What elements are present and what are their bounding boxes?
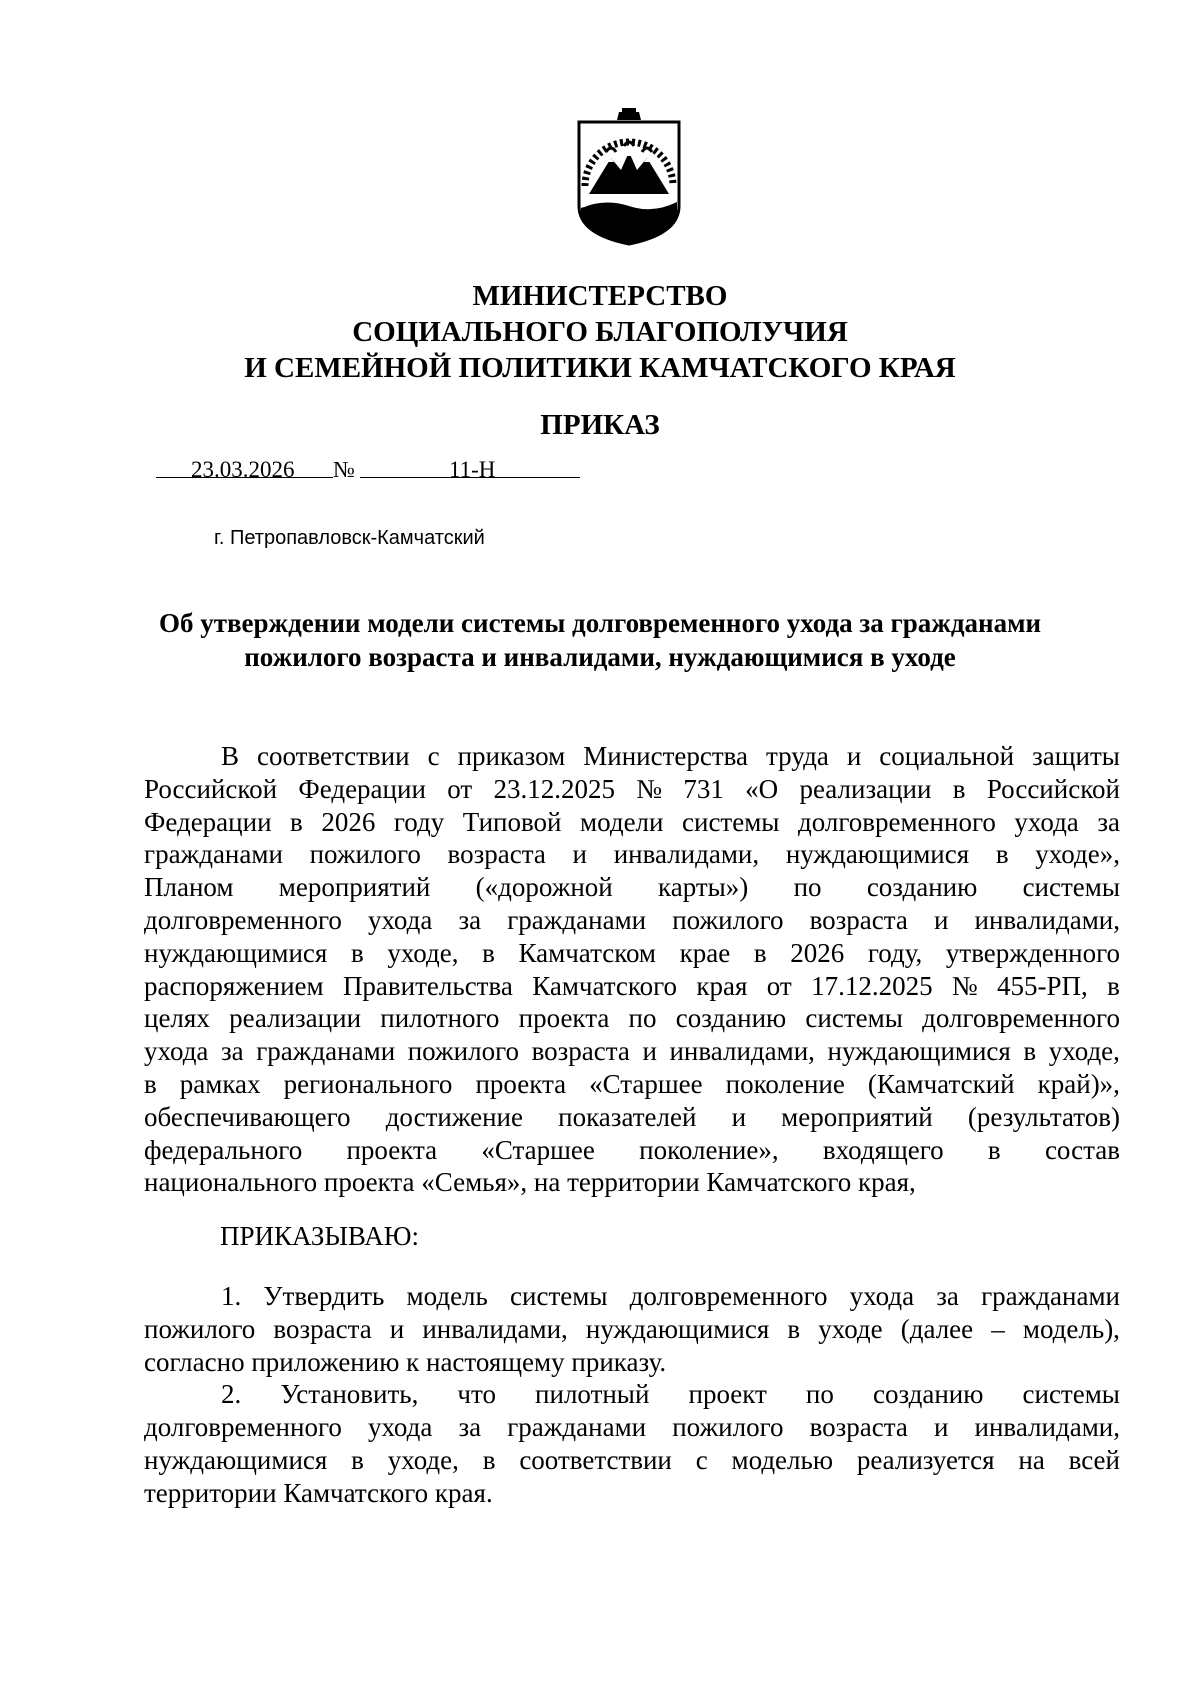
word: обеспечивающего — [144, 1101, 351, 1132]
word: модель), — [1022, 1313, 1120, 1344]
word: реализации — [229, 1003, 362, 1034]
word: проекта — [346, 1134, 438, 1165]
word: уходе — [818, 1313, 883, 1344]
word: гражданами — [256, 1036, 396, 1067]
preamble-line — [144, 806, 1120, 839]
preamble-line — [144, 773, 1120, 806]
word: на — [1018, 1444, 1045, 1475]
word: инвалидами, — [422, 1313, 568, 1344]
word: утвержденного — [945, 937, 1120, 968]
word: за — [458, 904, 482, 935]
word: году, — [867, 937, 923, 968]
word: карты») — [658, 872, 749, 903]
word: распоряжением — [144, 970, 324, 1001]
preamble-line — [144, 1134, 1120, 1167]
word: регионального — [283, 1068, 453, 1099]
word: Типовой — [462, 806, 562, 837]
order-subject — [0, 606, 1200, 674]
word: Российской — [986, 773, 1120, 804]
word: долговременного — [144, 904, 342, 935]
word: с — [427, 741, 440, 771]
word: в — [350, 937, 364, 968]
document-type: ПРИКАЗ — [540, 409, 660, 441]
item-line — [144, 1378, 1120, 1411]
word: в — [1107, 970, 1120, 1001]
word: 2026 — [321, 806, 376, 837]
word: по — [793, 872, 822, 903]
word: (Камчатский — [867, 1068, 1015, 1099]
word: в — [351, 1444, 364, 1475]
word: долговременного — [922, 1003, 1120, 1034]
word: в — [753, 937, 767, 968]
word: гражданами — [507, 904, 647, 935]
word: мероприятий — [781, 1101, 933, 1132]
word: «Старшее — [589, 1068, 703, 1099]
word: («дорожной — [475, 872, 613, 903]
word: за — [1097, 806, 1120, 837]
place-of-issue: г. Петропавловск-Камчатский — [214, 527, 485, 549]
word: мероприятий — [278, 872, 431, 903]
order-date: 23.03.2026 — [191, 457, 295, 482]
word: соответствии — [519, 1444, 672, 1475]
word: и — [933, 1412, 949, 1443]
word: 455-РП, — [997, 970, 1088, 1001]
word: край)», — [1037, 1068, 1120, 1099]
word: созданию — [675, 1003, 787, 1034]
word: с — [695, 1444, 708, 1475]
word: Утвердить — [263, 1281, 385, 1311]
word: моделью — [731, 1444, 834, 1475]
order-number: 11-Н — [449, 457, 496, 482]
subject-line: Об утверждении модели системы долговременного ухода за гражданами — [158, 608, 1042, 638]
word: Правительства — [342, 970, 513, 1001]
preamble-line — [144, 1068, 1120, 1101]
word: модели — [580, 806, 664, 837]
preamble-line — [144, 871, 1120, 904]
order-items — [144, 1280, 1120, 1510]
preamble — [144, 740, 1120, 1199]
word: по — [628, 1003, 657, 1034]
word: созданию — [872, 1379, 984, 1410]
word: возраста — [809, 904, 908, 935]
word: в — [290, 806, 303, 837]
word: за — [221, 1036, 244, 1067]
word: нуждающимися — [785, 839, 970, 870]
word: состав — [1044, 1134, 1120, 1165]
word: В — [221, 741, 240, 771]
word: уходе, — [387, 1444, 459, 1475]
preamble-line — [144, 970, 1120, 1003]
word: ухода — [144, 1036, 209, 1067]
word: модель — [406, 1281, 488, 1311]
word: Планом — [144, 872, 234, 903]
word: ухода — [849, 1281, 915, 1311]
word: Камчатском — [518, 937, 657, 968]
order-item — [144, 1280, 1120, 1378]
word: гражданами — [981, 1281, 1120, 1311]
word: от — [766, 970, 792, 1001]
word: пожилого — [672, 1412, 784, 1443]
word: возраста — [273, 1313, 372, 1344]
preamble-line — [144, 1002, 1120, 1035]
word: нуждающимися — [827, 1036, 1011, 1067]
word: и — [731, 1101, 747, 1132]
word: системы — [1022, 872, 1120, 903]
word: что — [457, 1379, 496, 1410]
word: Федерации — [298, 773, 426, 804]
word: края — [696, 970, 748, 1001]
word: крае — [679, 937, 731, 968]
preamble-line — [144, 838, 1120, 871]
word: показателей — [558, 1101, 697, 1132]
word: гражданами — [507, 1412, 647, 1443]
word: в — [952, 773, 966, 804]
word: рамках — [179, 1068, 261, 1099]
word: нуждающимися — [144, 1444, 328, 1475]
word: проект — [688, 1379, 767, 1410]
item-line — [144, 1313, 1120, 1346]
word: долговременного — [144, 1412, 342, 1443]
ministry-line: И СЕМЕЙНОЙ ПОЛИТИКИ КАМЧАТСКОГО КРАЯ — [244, 352, 956, 384]
word: в — [787, 1313, 801, 1344]
word: труда — [766, 741, 829, 771]
word: системы — [1022, 1379, 1120, 1410]
word: системы — [805, 1003, 903, 1034]
word: входящего — [822, 1134, 944, 1165]
word: социальной — [879, 741, 1015, 771]
word: Российской — [144, 773, 278, 804]
word: проекта — [518, 1003, 610, 1034]
word: проекта — [475, 1068, 567, 1099]
word: нуждающимися — [585, 1313, 770, 1344]
word: № — [951, 970, 978, 1001]
word: созданию — [866, 872, 978, 903]
word: уходе, — [387, 937, 459, 968]
word: нуждающимися — [144, 937, 328, 968]
word: гражданами — [144, 839, 283, 870]
word: в — [995, 839, 1009, 870]
word: 2026 — [790, 937, 845, 968]
word: системы — [510, 1281, 608, 1311]
preamble-line — [144, 904, 1120, 937]
word: 2. — [221, 1379, 242, 1410]
word: за — [458, 1412, 482, 1443]
word: ухода — [367, 1412, 433, 1443]
word: долговременного — [797, 806, 996, 837]
word: 17.12.2025 — [811, 970, 933, 1001]
crown-icon — [617, 108, 641, 120]
ministry-line: СОЦИАЛЬНОГО БЛАГОПОЛУЧИЯ — [352, 316, 848, 348]
subject-line: пожилого возраста и инвалидами, нуждающимися в уходе — [244, 642, 956, 672]
word: инвалидами, — [613, 839, 760, 870]
word: поколение», — [639, 1134, 779, 1165]
word: и — [389, 1313, 405, 1344]
word: Камчатского — [532, 970, 678, 1001]
word: – — [991, 1313, 1005, 1344]
word: системы — [682, 806, 780, 837]
word: в — [1023, 1036, 1037, 1067]
word: защиты — [1032, 741, 1120, 771]
word: и — [642, 1036, 657, 1067]
word: реализуется — [856, 1444, 995, 1475]
word: долговременного — [629, 1281, 828, 1311]
word: инвалидами, — [974, 1412, 1120, 1443]
word: пилотный — [535, 1379, 650, 1410]
item-line — [144, 1444, 1120, 1477]
word: за — [936, 1281, 959, 1311]
word: поколение — [725, 1068, 845, 1099]
word: Министерства — [583, 741, 749, 771]
word: в — [482, 1444, 496, 1475]
word: и — [572, 839, 587, 870]
preamble-line — [144, 1101, 1120, 1134]
word: 1. — [221, 1281, 242, 1311]
word: целях — [144, 1003, 210, 1034]
word: Установить, — [280, 1379, 419, 1410]
word: уходе, — [1048, 1036, 1120, 1067]
word: инвалидами, — [669, 1036, 815, 1067]
word: по — [805, 1379, 834, 1410]
word: достижение — [385, 1101, 523, 1132]
item-line: согласно приложению к настоящему приказу. — [144, 1346, 667, 1377]
coat-of-arms-emblem — [575, 106, 683, 246]
number-sign: № — [333, 457, 355, 482]
preamble-line — [144, 1035, 1120, 1068]
word: ухода — [367, 904, 433, 935]
order-item — [144, 1378, 1120, 1509]
word: в — [987, 1134, 1001, 1165]
order-directive: ПРИКАЗЫВАЮ: — [220, 1221, 419, 1251]
word: соответствии — [257, 741, 410, 771]
word: приказом — [457, 741, 566, 771]
word: 23.12.2025 — [493, 773, 615, 804]
word: и — [933, 904, 949, 935]
word: возраста — [531, 1036, 630, 1067]
word: всей — [1068, 1444, 1120, 1475]
word: в — [482, 937, 495, 968]
word: году — [393, 806, 445, 837]
word: № — [636, 773, 663, 804]
preamble-line — [144, 937, 1120, 970]
word: пилотного — [380, 1003, 500, 1034]
word: (результатов) — [967, 1101, 1120, 1132]
word: Федерации — [144, 806, 272, 837]
word: пожилого — [407, 1036, 519, 1067]
word: реализации — [799, 773, 932, 804]
item-line: территории Камчатского края. — [144, 1477, 493, 1508]
word: возраста — [809, 1412, 908, 1443]
preamble-line — [144, 740, 1120, 773]
ministry-name — [0, 278, 1200, 386]
word: и — [846, 741, 862, 771]
word: в — [144, 1068, 157, 1099]
word: пожилого — [144, 1313, 256, 1344]
word: пожилого — [672, 904, 784, 935]
word: ухода — [1014, 806, 1079, 837]
word: от — [447, 773, 473, 804]
word: пожилого — [309, 839, 421, 870]
word: возраста — [447, 839, 546, 870]
item-line — [144, 1280, 1120, 1313]
word: федерального — [144, 1134, 303, 1165]
word: 731 — [683, 773, 724, 804]
word: инвалидами, — [974, 904, 1120, 935]
word: «О — [745, 773, 779, 804]
word: уходе», — [1035, 839, 1120, 870]
item-line — [144, 1411, 1120, 1444]
word: (далее — [900, 1313, 974, 1344]
word: «Старшее — [481, 1134, 595, 1165]
preamble-line: национального проекта «Семья», на территории Камчатского края, — [144, 1167, 916, 1198]
ministry-line: МИНИСТЕРСТВО — [472, 280, 728, 312]
